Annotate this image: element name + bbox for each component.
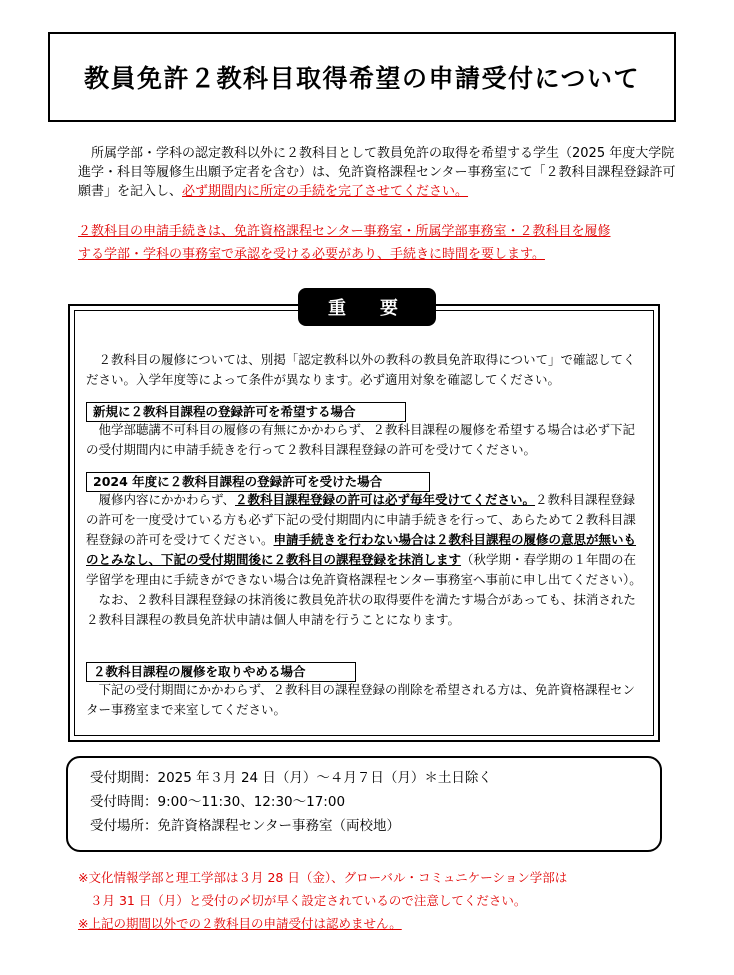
- section-2024-body: [86, 490, 646, 630]
- s2-text-d: なお、２教科目課程登録の抹消後に教員免許状の取得要件を満たす場合があっても、抹消された２教科目課程の教員免許状申請は個人申請を行うことになります。: [86, 592, 636, 627]
- section-new-body: 他学部聴講不可科目の履修の有無にかかわらず、２教科目課程の履修を希望する場合は必ず下記の受付期間内に申請手続きを行って２教科目課程登録の許可を受けてください。: [86, 422, 636, 457]
- red-line-2: する学部・学科の事務室で承認を受ける必要があり、手続きに時間を要します。: [78, 247, 545, 262]
- section-cancel-body: 下記の受付期間にかかわらず、２教科目の課程登録の削除を希望される方は、免許資格課程センター事務室まで来室してください。: [86, 682, 636, 717]
- title-box: [48, 32, 676, 122]
- s2-bold-a: ２教科目課程登録の許可は必ず毎年受けてください。: [235, 492, 536, 507]
- s2-bold-b: 申請手続きを行わない場合は２教科目課程の履修の意思が無いものとみなし、下記の受付期間後に２教科目の課程登録を抹消します: [86, 532, 637, 567]
- reception-period: 受付期間：2025 年３月 24 日（月）～４月７日（月）＊土日除く: [90, 770, 492, 786]
- red-line-1: ２教科目の申請手続きは、免許資格課程センター事務室・所属学部事務室・２教科目を履修: [78, 224, 611, 239]
- important-intro: ２教科目の履修については、別掲「認定教科以外の教科の教員免許取得について」で確認してください。入学年度等によって条件が異なります。必ず適用対象を確認してください。: [86, 352, 636, 387]
- red-procedure-paragraph: [78, 220, 678, 266]
- intro-red-notice: 必ず期間内に所定の手続を完了させてください。: [182, 184, 469, 199]
- s2-text-c: （秋学期・春学期の１年間の在学留学を理由に手続きができない場合は免許資格課程センター事務室へ事前に申し出てください）。: [86, 552, 642, 587]
- important-label: 重 要: [298, 288, 436, 326]
- s2-text-b: ２教科目課程登録の許可を一度受けている方も必ず下記の受付期間内に申請手続きを行って、あらためて２教科目課程登録の許可を受けてください。: [86, 492, 636, 547]
- reception-period-box: [66, 756, 662, 852]
- note-line-1: ※文化情報学部と理工学部は３月 28 日（金）、グローバル・コミュニケーション学部は: [78, 870, 568, 885]
- page-title: 教員免許２教科目取得希望の申請受付について: [83, 64, 640, 93]
- section-2024-heading: 2024 年度に２教科目課程の登録許可を受けた場合: [86, 472, 430, 492]
- intro-paragraph: [78, 144, 678, 201]
- s2-text-a: 履修内容にかかわらず、: [86, 492, 236, 507]
- section-new-heading: 新規に２教科目課程の登録許可を希望する場合: [86, 402, 406, 422]
- reception-place: 受付場所：免許資格課程センター事務室（両校地）: [90, 818, 400, 834]
- section-cancel-heading: ２教科目課程の履修を取りやめる場合: [86, 662, 356, 682]
- reception-hours: 受付時間：9:00～11:30、12:30～17:00: [90, 794, 346, 810]
- intro-text: 所属学部・学科の認定教科以外に２教科目として教員免許の取得を希望する学生（2025 年度大学院進学・科目等履修生出願予定者を含む）は、免許資格課程センター事務室にて「２教科目課程登録許可願書」を記入し、: [78, 146, 676, 199]
- note-line-3: ※上記の期間以外での２教科目の申請受付は認めません。: [78, 916, 402, 931]
- note-line-2: ３月 31 日（月）と受付の〆切が早く設定されているので注意してください。: [90, 893, 527, 908]
- notes: [78, 866, 678, 935]
